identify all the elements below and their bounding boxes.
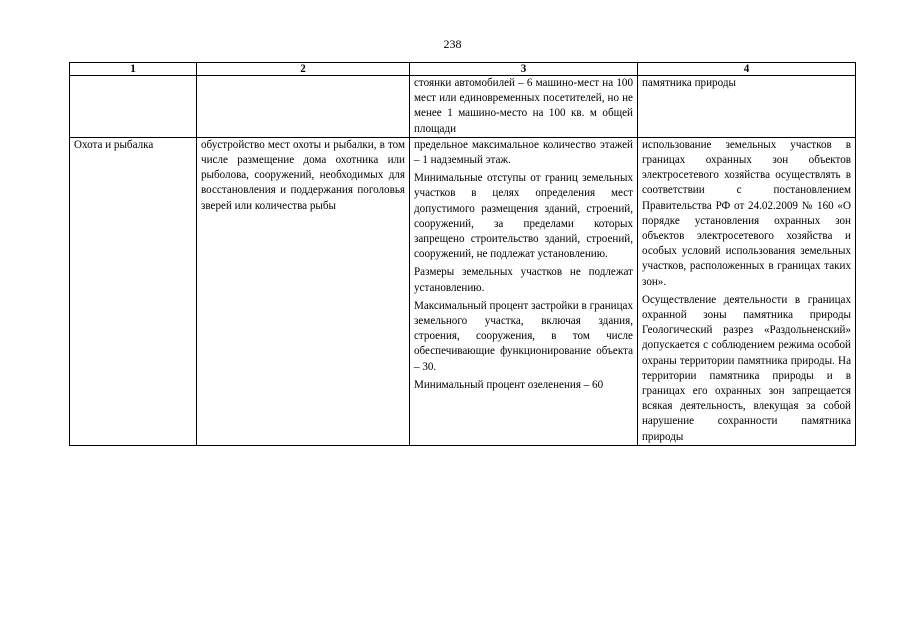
cell-restrictions	[638, 137, 856, 445]
header-col-2: 2	[197, 63, 410, 76]
parameter-paragraph: предельное максимальное количество этажей – 1 надземный этаж.	[414, 138, 633, 167]
table-header-row	[70, 63, 856, 76]
cell-continuation-col2	[197, 76, 410, 138]
parameter-paragraph: Минимальный процент озеленения – 60	[414, 378, 604, 391]
cell-continuation-col3: стоянки автомобилей – 6 машино-мест на 100 мест или единовременных посетителей, но не менее 1 машино-место на 100 кв. м общей площади	[410, 76, 638, 138]
cell-use-name: Охота и рыбалка	[70, 137, 197, 445]
header-col-1: 1	[70, 63, 197, 76]
parameter-paragraph: Минимальные отступы от границ земельных участков в целях определения мест допустимого размещения зданий, строений, сооружений, за пределами которых запрещено строительство зданий, строений, сооружений, не подлежат установлению.	[414, 172, 633, 261]
header-col-3: 3	[410, 63, 638, 76]
land-use-table	[69, 62, 856, 446]
parameter-paragraph: Размеры земельных участков не подлежат установлению.	[414, 266, 633, 294]
restriction-paragraph: Осуществление деятельности в границах охранной зоны памятника природы Геологический разрез «Раздольненский» допускается с соблюдением режима особой охраны территории памятника природы. На территории памятника природы и в границах его охранных зон запрещается всякая деятельность, влекущая за собой нарушение сохранности памятника природы	[642, 293, 851, 443]
cell-use-description: обустройство мест охоты и рыбалки, в том числе размещение дома охотника или рыболова, сооружений, необходимых для восстановления и поддержания поголовья зверей или количества рыбы	[197, 137, 410, 445]
table-row-hunting-fishing	[70, 137, 856, 445]
cell-parameters	[410, 137, 638, 445]
parameter-paragraph: Максимальный процент застройки в границах земельного участка, включая здания, строения, сооружения, в том числе обеспечивающие функционирование объекта – 30.	[414, 299, 633, 373]
restriction-paragraph: использование земельных участков в границах охранных зон объектов электросетевого хозяйства осуществлять в соответствии с постановлением Правительства РФ от 24.02.2009 № 160 «О порядке установления охранных зон объектов электросетевого хозяйства и особых условий использования земельных участков, расположенных в границах таких зон».	[642, 138, 851, 288]
table-row-continuation	[70, 76, 856, 138]
header-col-4: 4	[638, 63, 856, 76]
cell-continuation-col4: памятника природы	[638, 76, 856, 138]
page-number: 238	[443, 37, 462, 51]
cell-continuation-col1	[70, 76, 197, 138]
